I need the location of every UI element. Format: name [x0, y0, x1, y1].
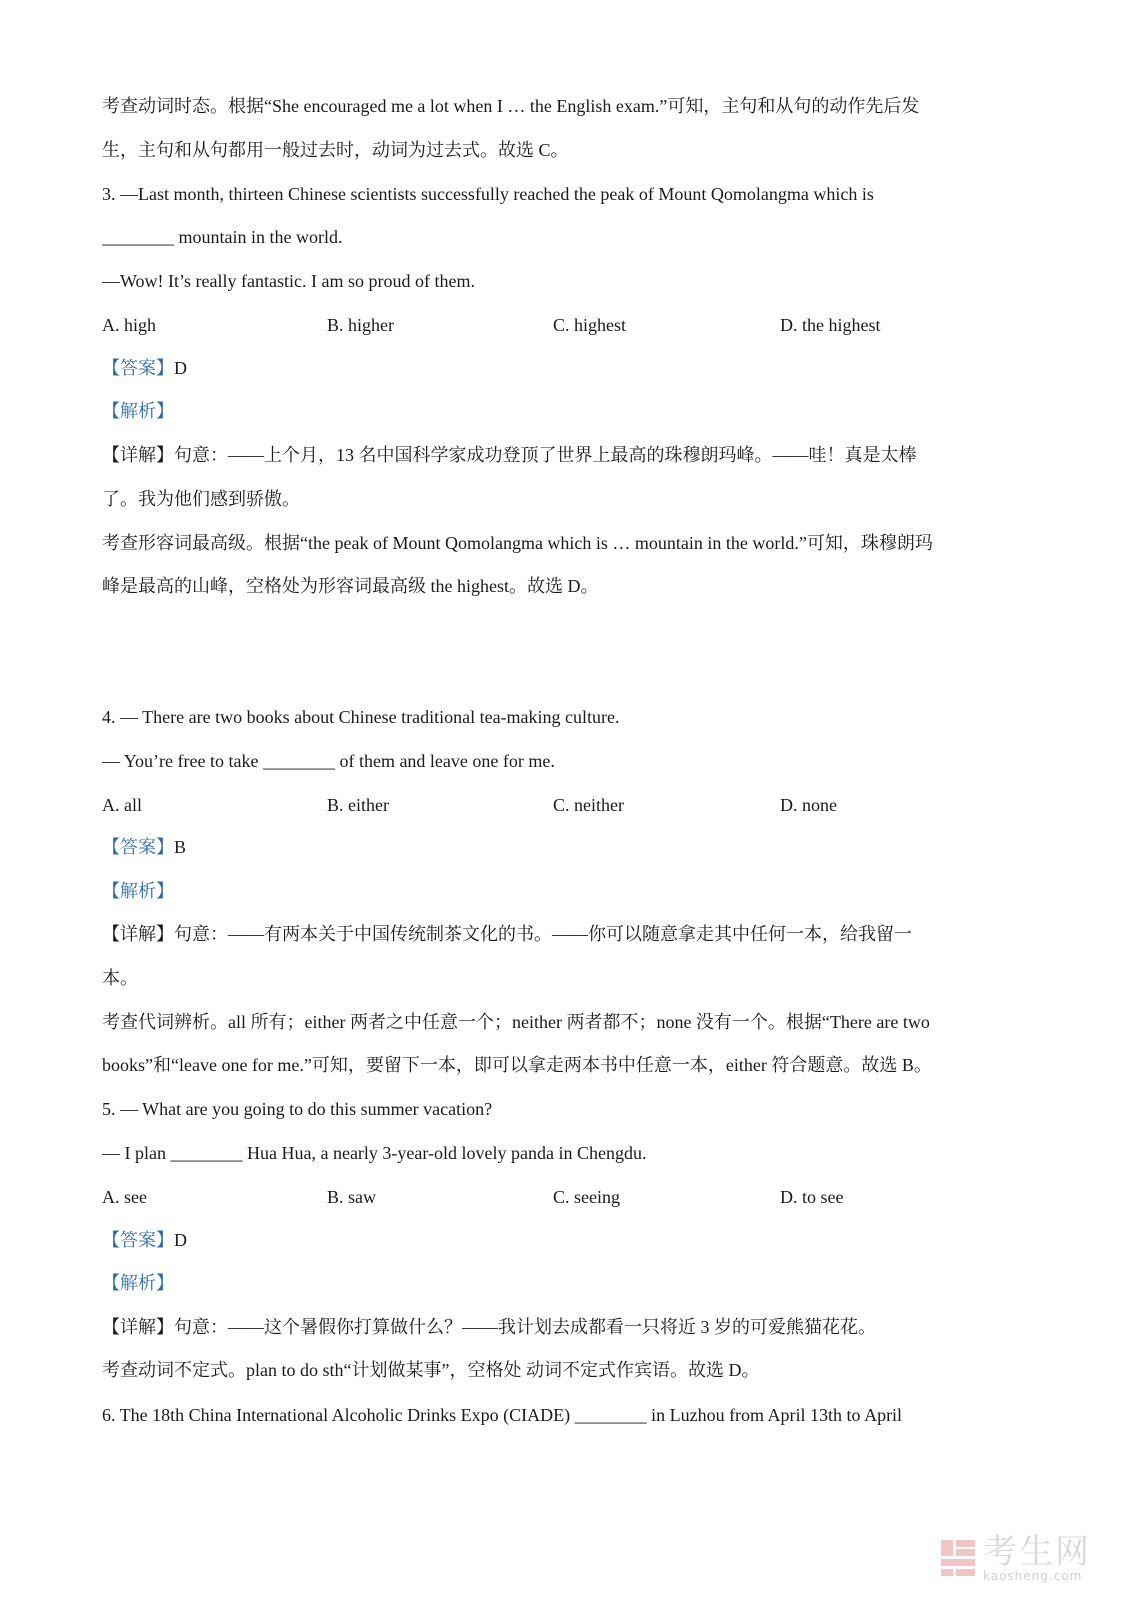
intro-line-2: 生，主句和从句都用一般过去时，动词为过去式。故选 C。 [102, 140, 569, 160]
q3-option-d: D. the highest [780, 315, 881, 335]
watermark-text: 考生网 [983, 1532, 1091, 1572]
q4-detail-3: 考查代词辨析。all 所有；either 两者之中任意一个；neither 两者都不；none 没有一个。根据“There are two [102, 1012, 930, 1032]
q6-stem-1: 6. The 18th China International Alcoholic Drinks Expo (CIADE) ________ in Luzhou from April 13th to April [102, 1405, 903, 1425]
q5-option-b: B. saw [327, 1187, 376, 1207]
q4-detail-4: books”和“leave one for me.”可知，要留下一本，即可以拿走两本书中任意一本，either 符合题意。故选 B。 [102, 1055, 932, 1075]
q4-detail-2: 本。 [102, 968, 138, 988]
q5-analysis-label: 【解析】 [102, 1273, 174, 1293]
q5-option-c: C. seeing [553, 1187, 620, 1207]
q4-stem-2: — You’re free to take ________ of them and leave one for me. [102, 751, 555, 771]
q4-stem-1: 4. — There are two books about Chinese traditional tea-making culture. [102, 707, 620, 727]
watermark [939, 1534, 1091, 1582]
q3-option-a: A. high [102, 315, 156, 335]
answer-label: 【答案】 [102, 358, 174, 378]
q5-stem-1: 5. — What are you going to do this summer vacation? [102, 1099, 493, 1119]
q5-option-d: D. to see [780, 1187, 844, 1207]
q5-option-a: A. see [102, 1187, 147, 1207]
q3-analysis-label: 【解析】 [102, 401, 174, 421]
q3-answer [102, 356, 187, 380]
q3-detail-1: 【详解】句意：——上个月，13 名中国科学家成功登顶了世界上最高的珠穆朗玛峰。——哇！真是太棒 [102, 445, 917, 465]
q3-detail-4: 峰是最高的山峰，空格处为形容词最高级 the highest。故选 D。 [102, 576, 599, 596]
q3-option-c: C. highest [553, 315, 627, 335]
watermark-url: kaosheng.com [983, 1569, 1083, 1583]
q5-stem-2: — I plan ________ Hua Hua, a nearly 3-year-old lovely panda in Chengdu. [102, 1143, 647, 1163]
q4-option-d: D. none [780, 795, 837, 815]
answer-label: 【答案】 [102, 837, 174, 857]
intro-line-1: 考查动词时态。根据“She encouraged me a lot when I … the English exam.”可知，主句和从句的动作先后发 [102, 96, 920, 116]
q4-option-b: B. either [327, 795, 389, 815]
answer-value: D [174, 358, 187, 378]
q3-option-b: B. higher [327, 315, 394, 335]
q4-option-a: A. all [102, 795, 142, 815]
q4-analysis-label: 【解析】 [102, 881, 174, 901]
answer-value: B [174, 837, 187, 857]
answer-value: D [174, 1230, 187, 1250]
q5-detail-2: 考查动词不定式。plan to do sth“计划做某事”，空格处 动词不定式作宾语。故选 D。 [102, 1360, 760, 1380]
q5-answer [102, 1228, 187, 1252]
q4-answer [102, 835, 186, 859]
q5-detail-1: 【详解】句意：——这个暑假你打算做什么？——我计划去成都看一只将近 3 岁的可爱熊猫花花。 [102, 1317, 876, 1337]
q3-detail-3: 考查形容词最高级。根据“the peak of Mount Qomolangma which is … mountain in the world.”可知，珠穆朗玛 [102, 533, 933, 553]
answer-label: 【答案】 [102, 1230, 174, 1250]
q3-stem-3: —Wow! It’s really fantastic. I am so proud of them. [102, 271, 475, 291]
q4-detail-1: 【详解】句意：——有两本关于中国传统制茶文化的书。——你可以随意拿走其中任何一本，给我留一 [102, 924, 912, 944]
q4-option-c: C. neither [553, 795, 624, 815]
q3-stem-2: ________ mountain in the world. [102, 227, 343, 247]
q3-detail-2: 了。我为他们感到骄傲。 [102, 489, 300, 509]
q3-stem-1: 3. —Last month, thirteen Chinese scientists successfully reached the peak of Mount Qomolangma which is [102, 184, 874, 204]
watermark-logo-icon [939, 1538, 977, 1578]
